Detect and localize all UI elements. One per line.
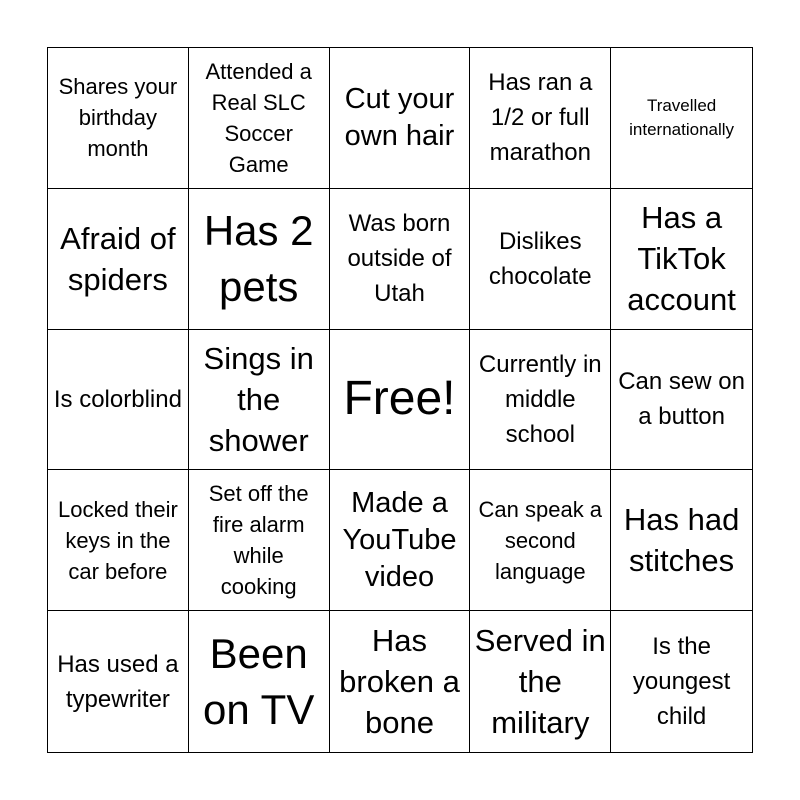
cell-text: Been on TV bbox=[203, 629, 315, 733]
bingo-cell[interactable] bbox=[470, 48, 611, 189]
bingo-cell[interactable] bbox=[48, 330, 189, 471]
cell-text: Has had stitches bbox=[623, 502, 740, 579]
cell-text: Served in the military bbox=[474, 623, 606, 741]
cell-text: Travelled internationally bbox=[629, 95, 735, 139]
bingo-cell[interactable] bbox=[330, 611, 471, 752]
cell-text: Made a YouTube video bbox=[342, 486, 457, 593]
bingo-cell[interactable] bbox=[330, 470, 471, 611]
bingo-cell[interactable] bbox=[48, 48, 189, 189]
cell-text: Was born outside of Utah bbox=[347, 210, 452, 308]
cell-text: Set off the fire alarm while cooking bbox=[208, 481, 309, 600]
cell-text: Has used a typewriter bbox=[57, 650, 179, 713]
cell-text: Can sew on a button bbox=[618, 368, 745, 431]
bingo-cell[interactable] bbox=[611, 189, 752, 330]
cell-text: Has a TikTok account bbox=[627, 200, 736, 318]
cell-text: Currently in middle school bbox=[478, 350, 602, 448]
bingo-cell[interactable] bbox=[470, 189, 611, 330]
bingo-cell[interactable] bbox=[470, 330, 611, 471]
bingo-cell[interactable] bbox=[330, 48, 471, 189]
bingo-cell[interactable] bbox=[189, 330, 330, 471]
bingo-cell[interactable] bbox=[611, 48, 752, 189]
cell-text: Has broken a bone bbox=[339, 623, 460, 741]
bingo-cell[interactable] bbox=[48, 189, 189, 330]
cell-text: Can speak a second language bbox=[478, 496, 603, 584]
cell-text: Afraid of spiders bbox=[60, 220, 176, 297]
cell-text: Is the youngest child bbox=[632, 633, 731, 731]
cell-text: Has ran a 1/2 or full marathon bbox=[488, 69, 593, 167]
cell-text: Dislikes chocolate bbox=[488, 227, 592, 290]
bingo-cell[interactable] bbox=[611, 470, 752, 611]
cell-text: Locked their keys in the car before bbox=[57, 496, 178, 584]
bingo-cell[interactable] bbox=[48, 611, 189, 752]
bingo-cell[interactable] bbox=[470, 611, 611, 752]
cell-text: Cut your own hair bbox=[344, 82, 455, 152]
bingo-cell[interactable] bbox=[48, 470, 189, 611]
bingo-cell[interactable] bbox=[611, 611, 752, 752]
cell-text: Shares your birthday month bbox=[58, 74, 178, 162]
bingo-cell[interactable] bbox=[189, 189, 330, 330]
cell-text: Free! bbox=[343, 372, 456, 426]
cell-text: Is colorblind bbox=[53, 385, 182, 413]
bingo-cell[interactable] bbox=[189, 48, 330, 189]
cell-text: Has 2 pets bbox=[203, 206, 314, 310]
cell-text: Sings in the shower bbox=[203, 340, 314, 458]
bingo-cell[interactable] bbox=[189, 611, 330, 752]
bingo-cell[interactable] bbox=[611, 330, 752, 471]
bingo-cell[interactable] bbox=[189, 470, 330, 611]
cell-text: Attended a Real SLC Soccer Game bbox=[205, 58, 312, 177]
bingo-cell[interactable] bbox=[330, 189, 471, 330]
bingo-cell[interactable] bbox=[470, 470, 611, 611]
bingo-board bbox=[47, 47, 753, 753]
bingo-cell[interactable] bbox=[330, 330, 471, 471]
